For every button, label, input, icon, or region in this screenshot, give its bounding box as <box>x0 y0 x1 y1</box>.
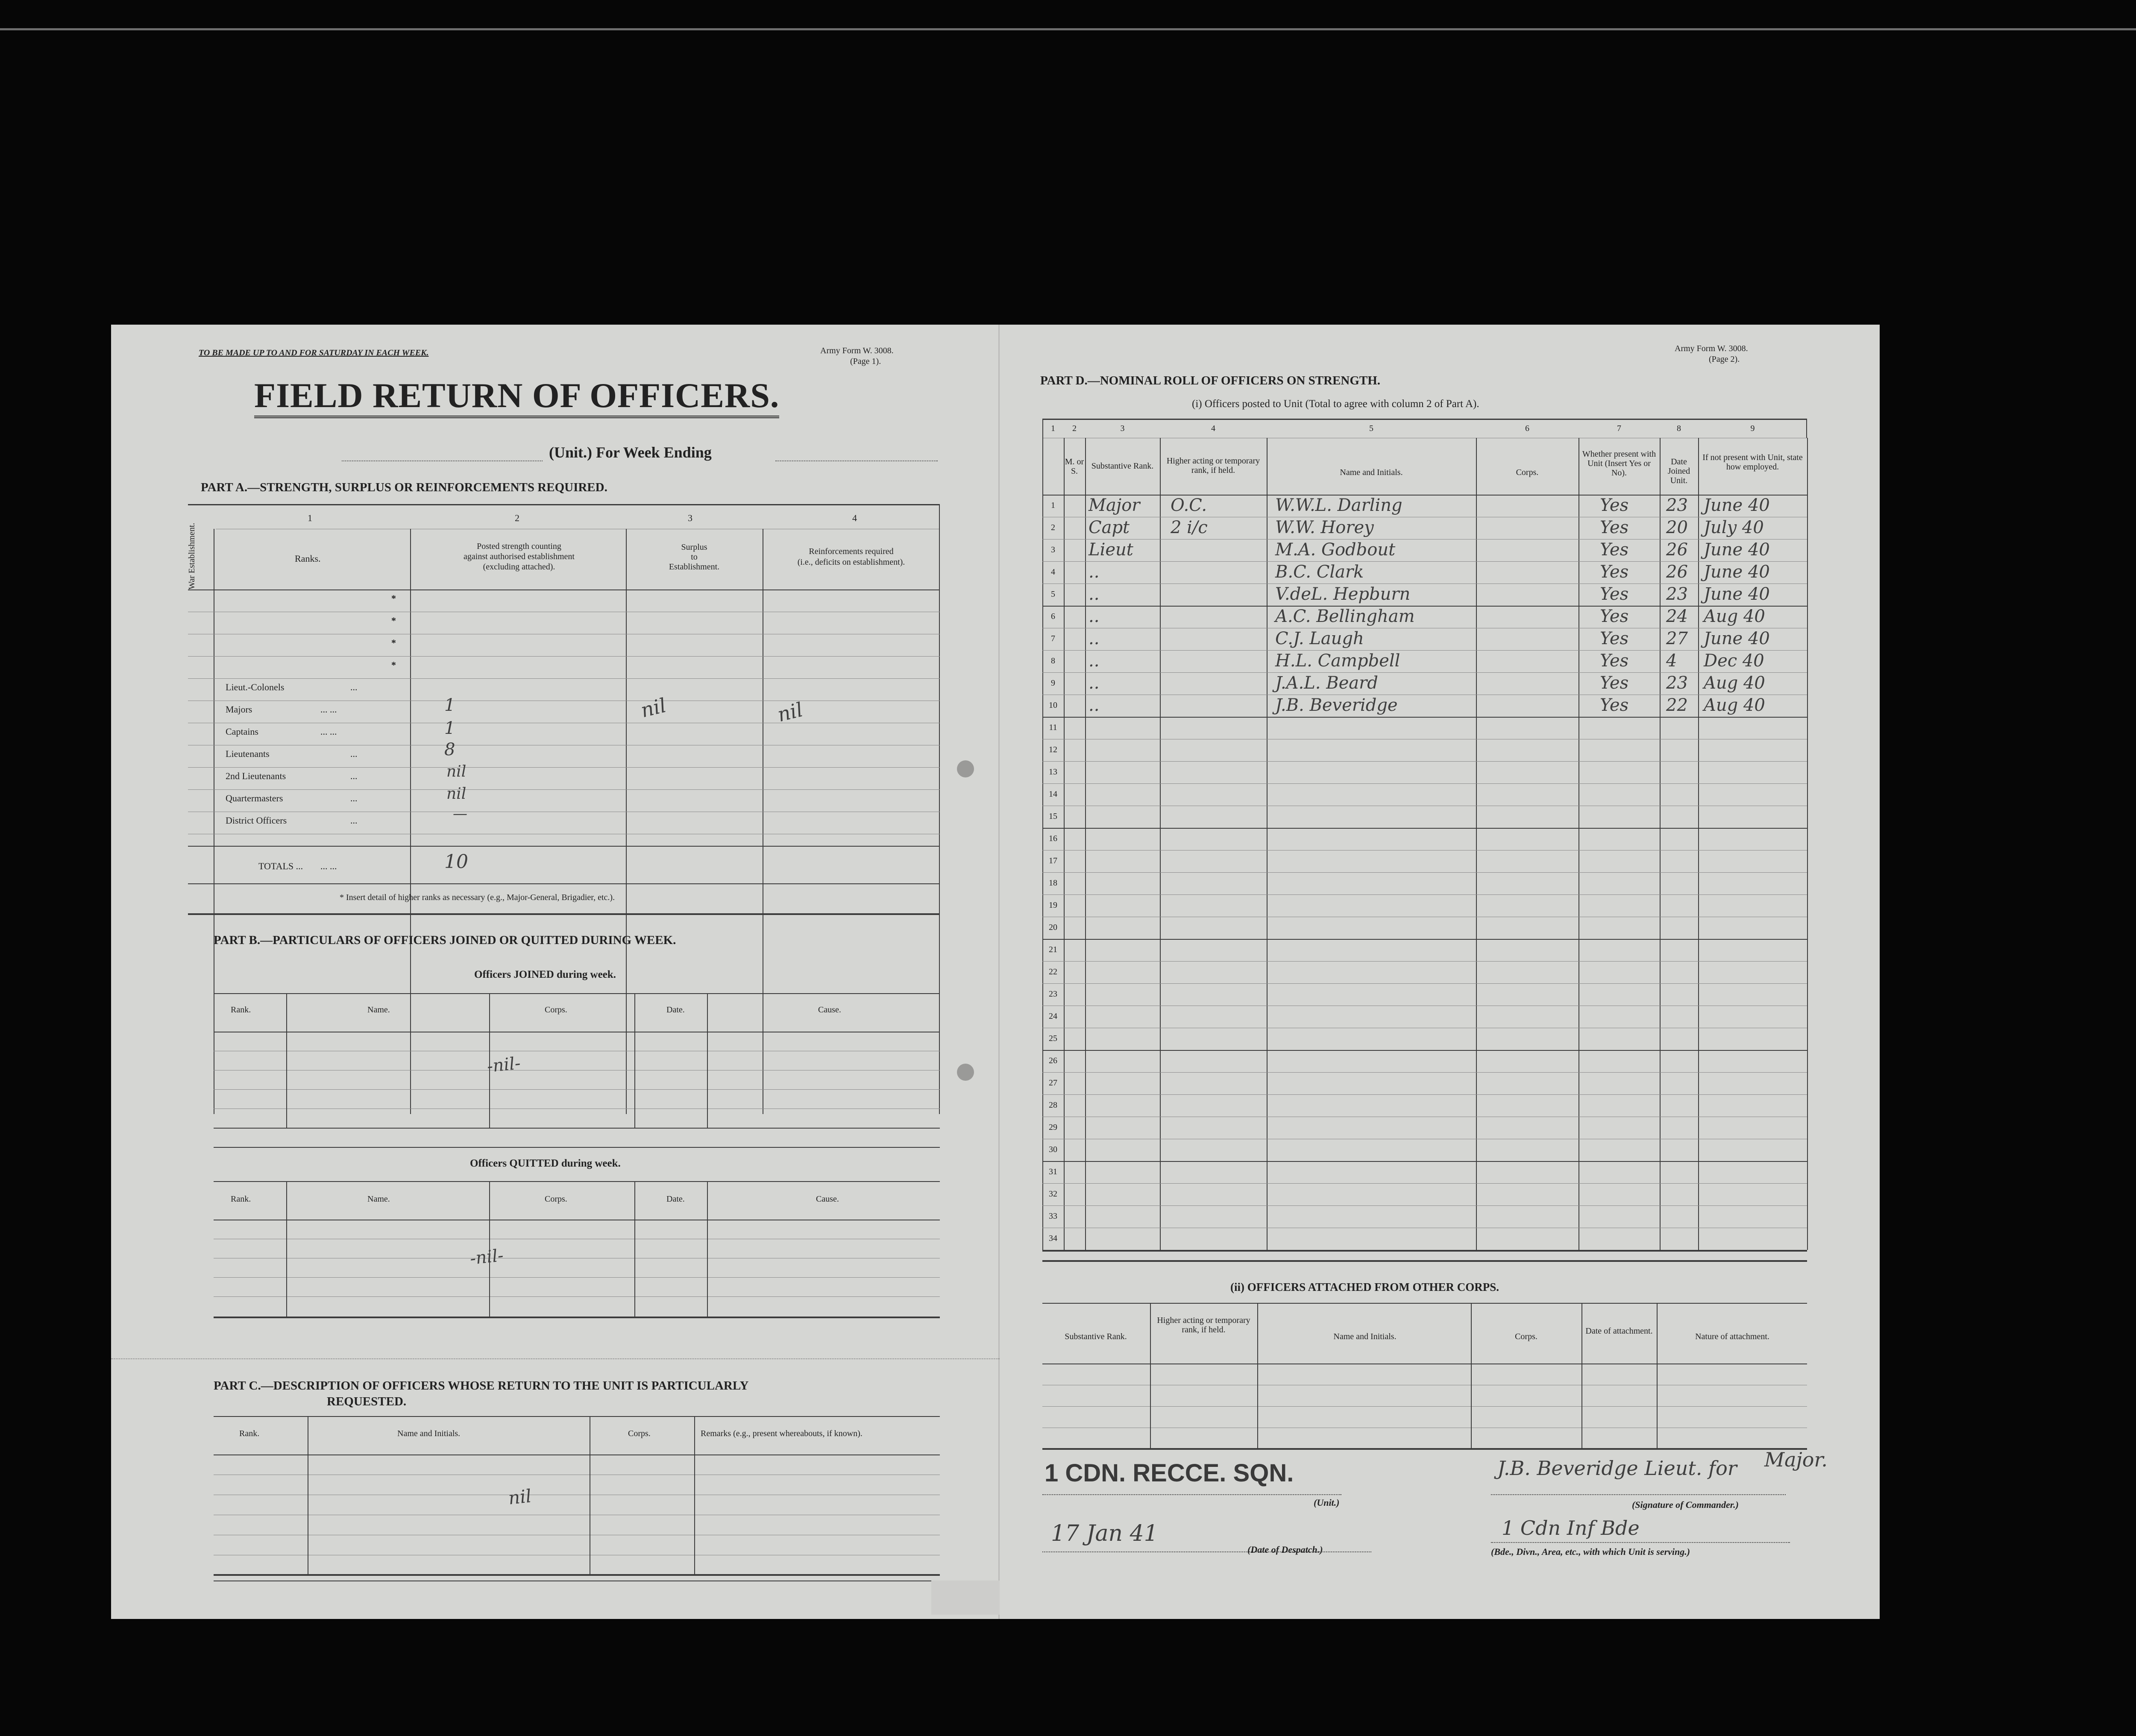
roll-row <box>1042 650 1807 672</box>
posted-2nd-lieutenants: nil <box>446 763 467 780</box>
substantive-rank: .. <box>1089 607 1100 626</box>
col-ms: M. or S. <box>1065 457 1084 476</box>
roll-row <box>1042 739 1807 761</box>
row-number: 19 <box>1049 900 1057 910</box>
instruction-text: TO BE MADE UP TO AND FOR SATURDAY IN EACH WEEK. <box>199 348 429 358</box>
posted-lieutenants: 8 <box>444 740 455 760</box>
col-header: Corps. <box>1515 1332 1537 1341</box>
roll-row <box>1042 1183 1807 1205</box>
roll-row <box>1042 761 1807 783</box>
col-number: 4 <box>852 513 857 523</box>
col-number: 7 <box>1617 424 1621 433</box>
substantive-rank: Major <box>1089 496 1140 515</box>
col-number: 3 <box>688 513 692 523</box>
roll-row <box>1042 495 1807 517</box>
posted-quartermasters: nil <box>446 785 467 803</box>
joined-day: 23 <box>1666 496 1688 515</box>
joined-day: 27 <box>1666 629 1688 648</box>
roll-row <box>1042 783 1807 806</box>
row-number: 34 <box>1049 1234 1057 1243</box>
col-higher-rank: Higher acting or temporary rank, if held. <box>1166 456 1260 475</box>
reinforcements-value: nil <box>775 698 805 727</box>
row-number: 23 <box>1049 989 1057 999</box>
roll-row <box>1042 561 1807 584</box>
leader-dots: ... <box>350 815 358 826</box>
roll-row <box>1042 983 1807 1006</box>
roll-row <box>1042 628 1807 650</box>
row-number: 33 <box>1049 1211 1057 1221</box>
signature-label: (Signature of Commander.) <box>1632 1499 1739 1510</box>
rank-label: Quartermasters <box>226 793 283 803</box>
higher-rank: O.C. <box>1171 496 1207 515</box>
row-number: 32 <box>1049 1189 1057 1199</box>
officer-name: W.W.L. Darling <box>1275 496 1402 515</box>
joined-day: 26 <box>1666 540 1688 560</box>
substantive-rank: .. <box>1089 673 1100 693</box>
roll-row <box>1042 717 1807 739</box>
joined-month: June 40 <box>1704 562 1770 582</box>
row-number: 11 <box>1049 723 1057 732</box>
roll-row <box>1042 1028 1807 1050</box>
col-header: Name and Initials. <box>1333 1332 1397 1341</box>
row-number: 15 <box>1049 812 1057 821</box>
col-number: 1 <box>1051 424 1055 433</box>
col-header: Nature of attachment. <box>1695 1332 1769 1341</box>
present-value: Yes <box>1600 584 1629 604</box>
substantive-rank: .. <box>1089 562 1100 582</box>
form-number-2: Army Form W. 3008. <box>1675 344 1748 353</box>
row-number: 8 <box>1051 656 1055 666</box>
present-value: Yes <box>1600 695 1629 715</box>
col-date-joined: Date Joined Unit. <box>1667 457 1690 485</box>
col-header: Cause. <box>818 1005 841 1015</box>
present-value: Yes <box>1600 651 1629 671</box>
row-number: 31 <box>1049 1167 1057 1176</box>
unit-stamp: 1 CDN. RECCE. SQN. <box>1045 1459 1294 1487</box>
substantive-rank: .. <box>1089 584 1100 604</box>
present-value: Yes <box>1600 518 1629 537</box>
part-c-title-line: REQUESTED. <box>327 1395 407 1408</box>
officer-name: V.deL. Hepburn <box>1275 584 1411 604</box>
col-number: 9 <box>1750 424 1755 433</box>
col-header: Cause. <box>816 1194 839 1204</box>
row-number: 29 <box>1049 1123 1057 1132</box>
row-number: 20 <box>1049 923 1057 932</box>
quitted-title: Officers QUITTED during week. <box>470 1158 621 1169</box>
roll-row <box>1042 806 1807 828</box>
star-marker: * <box>391 660 396 670</box>
roll-row <box>1042 584 1807 606</box>
col-name: Name and Initials. <box>1340 468 1403 477</box>
form-title: FIELD RETURN OF OFFICERS. <box>254 375 779 418</box>
col-not-present: If not present with Unit, state how employed. <box>1702 453 1803 472</box>
roll-row <box>1042 1205 1807 1228</box>
officer-name: J.A.L. Beard <box>1275 673 1378 693</box>
joined-month: June 40 <box>1704 629 1770 648</box>
surplus-value: nil <box>638 693 669 722</box>
col-number: 2 <box>1072 424 1077 433</box>
col-surplus: Surplus <box>681 542 707 552</box>
col-reinforcements-line: (i.e., deficits on establishment). <box>797 557 905 567</box>
substantive-rank: Capt <box>1089 518 1130 537</box>
rank-label: Lieut.-Colonels <box>226 682 285 692</box>
substantive-rank: .. <box>1089 651 1100 671</box>
posted-captains: 1 <box>444 718 455 738</box>
joined-month: Aug 40 <box>1704 607 1765 626</box>
row-number: 7 <box>1051 634 1055 643</box>
star-marker: * <box>391 637 396 648</box>
punch-hole <box>957 760 974 777</box>
joined-month: Dec 40 <box>1704 651 1764 671</box>
row-number: 3 <box>1051 545 1055 554</box>
roll-row <box>1042 828 1807 850</box>
row-number: 16 <box>1049 834 1057 843</box>
col-header: Name and Initials. <box>397 1429 461 1438</box>
col-header: Date. <box>666 1194 685 1204</box>
col-number: 1 <box>308 513 312 523</box>
col-number: 8 <box>1677 424 1681 433</box>
row-number: 25 <box>1049 1034 1057 1043</box>
rank-label: Lieutenants <box>226 748 270 759</box>
rank-label: Captains <box>226 726 258 737</box>
part-c-title: PART C.—DESCRIPTION OF OFFICERS WHOSE RETURN TO THE UNIT IS PARTICULARLY <box>214 1379 749 1393</box>
joined-day: 26 <box>1666 562 1688 582</box>
officer-name: W.W. Horey <box>1275 518 1374 537</box>
joined-day: 4 <box>1666 651 1677 671</box>
unit-week-label: (Unit.) For Week Ending <box>549 444 712 461</box>
despatch-date: 17 Jan 41 <box>1051 1521 1158 1546</box>
roll-row <box>1042 1072 1807 1094</box>
posted-district-officers: — <box>453 805 467 822</box>
commander-signature: J.B. Beveridge Lieut. for <box>1497 1457 1737 1480</box>
brigade-label: (Bde., Divn., Area, etc., with which Unit is serving.) <box>1491 1546 1690 1557</box>
present-value: Yes <box>1600 607 1629 626</box>
row-number: 13 <box>1049 767 1057 777</box>
page-number-1: (Page 1). <box>850 357 881 366</box>
joined-month: July 40 <box>1704 518 1764 537</box>
row-number: 14 <box>1049 789 1057 799</box>
joined-month: Aug 40 <box>1704 673 1765 693</box>
row-number: 27 <box>1049 1078 1057 1088</box>
col-header: Name. <box>367 1005 390 1015</box>
roll-row <box>1042 695 1807 717</box>
part-d-sub-i: (i) Officers posted to Unit (Total to agree with column 2 of Part A). <box>1192 398 1479 410</box>
roll-row <box>1042 1094 1807 1117</box>
col-header: Rank. <box>239 1429 260 1438</box>
roll-row <box>1042 939 1807 961</box>
rank-label: 2nd Lieutenants <box>226 771 286 781</box>
col-posted: Posted strength counting <box>477 542 561 551</box>
col-header: Substantive Rank. <box>1065 1332 1127 1341</box>
col-header: Remarks (e.g., present whereabouts, if known). <box>701 1429 863 1438</box>
row-number: 10 <box>1049 701 1057 710</box>
rank-label: District Officers <box>226 815 287 826</box>
joined-day: 20 <box>1666 518 1688 537</box>
officer-name: J.B. Beveridge <box>1275 695 1398 715</box>
roll-row <box>1042 1161 1807 1183</box>
row-number: 28 <box>1049 1100 1057 1110</box>
col-header: Rank. <box>231 1005 251 1015</box>
part-d-sub-ii: (ii) OFFICERS ATTACHED FROM OTHER CORPS. <box>1230 1281 1499 1293</box>
roll-row <box>1042 606 1807 628</box>
col-header: Corps. <box>545 1194 567 1204</box>
leader-dots: ... <box>350 793 358 803</box>
col-number: 4 <box>1211 424 1215 433</box>
leader-dots: ... ... <box>320 704 337 715</box>
leader-dots: ... ... <box>320 861 337 871</box>
roll-row <box>1042 894 1807 917</box>
joined-day: 24 <box>1666 607 1688 626</box>
roll-row <box>1042 672 1807 695</box>
row-number: 21 <box>1049 945 1057 954</box>
row-number: 30 <box>1049 1145 1057 1154</box>
present-value: Yes <box>1600 629 1629 648</box>
binding-tab <box>931 1581 1004 1615</box>
form-page-1 <box>111 325 1000 1619</box>
page-number-2: (Page 2). <box>1709 355 1740 364</box>
despatch-label: (Date of Despatch.) <box>1247 1544 1323 1555</box>
col-substantive-rank: Substantive Rank. <box>1091 461 1154 471</box>
row-number: 12 <box>1049 745 1057 754</box>
present-value: Yes <box>1600 562 1629 582</box>
officer-name: H.L. Campbell <box>1275 651 1400 671</box>
higher-rank: 2 i/c <box>1171 518 1208 537</box>
rank-label: Majors <box>226 704 252 715</box>
row-number: 1 <box>1051 501 1055 510</box>
row-number: 22 <box>1049 967 1057 976</box>
col-number: 6 <box>1525 424 1529 433</box>
row-number: 9 <box>1051 678 1055 688</box>
col-reinforcements: Reinforcements required <box>809 547 894 556</box>
roll-row <box>1042 517 1807 539</box>
col-present: Whether present with Unit (Insert Yes or No). <box>1582 449 1656 478</box>
roll-row <box>1042 1228 1807 1250</box>
row-number: 4 <box>1051 567 1055 577</box>
col-header: Corps. <box>628 1429 651 1438</box>
officer-name: C.J. Laugh <box>1275 629 1364 648</box>
present-value: Yes <box>1600 540 1629 560</box>
roll-row <box>1042 1050 1807 1072</box>
leader-dots: ... <box>350 771 358 781</box>
leader-dots: ... <box>350 748 358 759</box>
row-number: 17 <box>1049 856 1057 865</box>
brigade-value: 1 Cdn Inf Bde <box>1502 1516 1640 1540</box>
present-value: Yes <box>1600 496 1629 515</box>
officer-name: M.A. Godbout <box>1275 540 1396 560</box>
col-number: 5 <box>1369 424 1373 433</box>
row-number: 5 <box>1051 589 1055 599</box>
form-number-1: Army Form W. 3008. <box>820 346 894 355</box>
col-posted-line: (excluding attached). <box>483 562 555 572</box>
joined-day: 23 <box>1666 584 1688 604</box>
unit-label: (Unit.) <box>1314 1497 1340 1508</box>
col-header: Name. <box>367 1194 390 1204</box>
star-marker: * <box>391 615 396 626</box>
part-a-footnote: * Insert detail of higher ranks as necessary (e.g., Major-General, Brigadier, etc.). <box>340 893 615 902</box>
roll-row <box>1042 850 1807 872</box>
quitted-value: -nil- <box>469 1246 505 1269</box>
part-d-title: PART D.—NOMINAL ROLL OF OFFICERS ON STRENGTH. <box>1040 374 1381 387</box>
present-value: Yes <box>1600 673 1629 693</box>
joined-month: June 40 <box>1704 540 1770 560</box>
part-a-title: PART A.—STRENGTH, SURPLUS OR REINFORCEMENTS REQUIRED. <box>201 481 607 494</box>
commander-rank: Major. <box>1764 1448 1828 1471</box>
substantive-rank: .. <box>1089 629 1100 648</box>
film-edge-line <box>0 28 2136 30</box>
part-c-value: nil <box>507 1485 533 1509</box>
joined-month: Aug 40 <box>1704 695 1765 715</box>
roll-row <box>1042 872 1807 894</box>
col-surplus-line: Establishment. <box>669 562 720 572</box>
col-header: Date of attachment. <box>1585 1326 1653 1336</box>
roll-row <box>1042 961 1807 983</box>
punch-hole <box>957 1064 974 1081</box>
substantive-rank: Lieut <box>1089 540 1133 560</box>
totals-value: 10 <box>444 851 468 873</box>
col-number: 2 <box>515 513 519 523</box>
roll-row <box>1042 539 1807 561</box>
row-number: 2 <box>1051 523 1055 532</box>
row-number: 6 <box>1051 612 1055 621</box>
row-number: 18 <box>1049 878 1057 888</box>
officer-name: A.C. Bellingham <box>1275 607 1415 626</box>
star-marker: * <box>391 593 396 604</box>
col-header: Date. <box>666 1005 685 1015</box>
col-surplus-line: to <box>691 552 698 562</box>
col-number: 3 <box>1120 424 1125 433</box>
col-posted-line: against authorised establishment <box>464 552 575 561</box>
joined-day: 22 <box>1666 695 1688 715</box>
col-header: Higher acting or temporary rank, if held. <box>1157 1316 1250 1334</box>
joined-title: Officers JOINED during week. <box>474 969 616 980</box>
leader-dots: ... <box>350 682 358 692</box>
totals-label: TOTALS ... <box>258 861 303 871</box>
joined-day: 23 <box>1666 673 1688 693</box>
joined-month: June 40 <box>1704 584 1770 604</box>
posted-majors: 1 <box>444 695 455 715</box>
col-corps: Corps. <box>1516 468 1539 477</box>
row-number: 24 <box>1049 1012 1057 1021</box>
roll-row <box>1042 1006 1807 1028</box>
form-page-2 <box>1000 325 1880 1619</box>
part-b-title: PART B.—PARTICULARS OF OFFICERS JOINED OR QUITTED DURING WEEK. <box>214 933 676 947</box>
officer-name: B.C. Clark <box>1275 562 1364 582</box>
col-header: Rank. <box>231 1194 251 1204</box>
col-ranks: Ranks. <box>295 553 321 564</box>
roll-row <box>1042 1117 1807 1139</box>
joined-value: -nil- <box>486 1053 522 1076</box>
roll-row <box>1042 1139 1807 1161</box>
war-establishment-label: War Establishment. <box>187 522 197 589</box>
leader-dots: ... ... <box>320 726 337 737</box>
substantive-rank: .. <box>1089 695 1100 715</box>
row-number: 26 <box>1049 1056 1057 1065</box>
joined-month: June 40 <box>1704 496 1770 515</box>
col-header: Corps. <box>545 1005 567 1015</box>
roll-row <box>1042 917 1807 939</box>
